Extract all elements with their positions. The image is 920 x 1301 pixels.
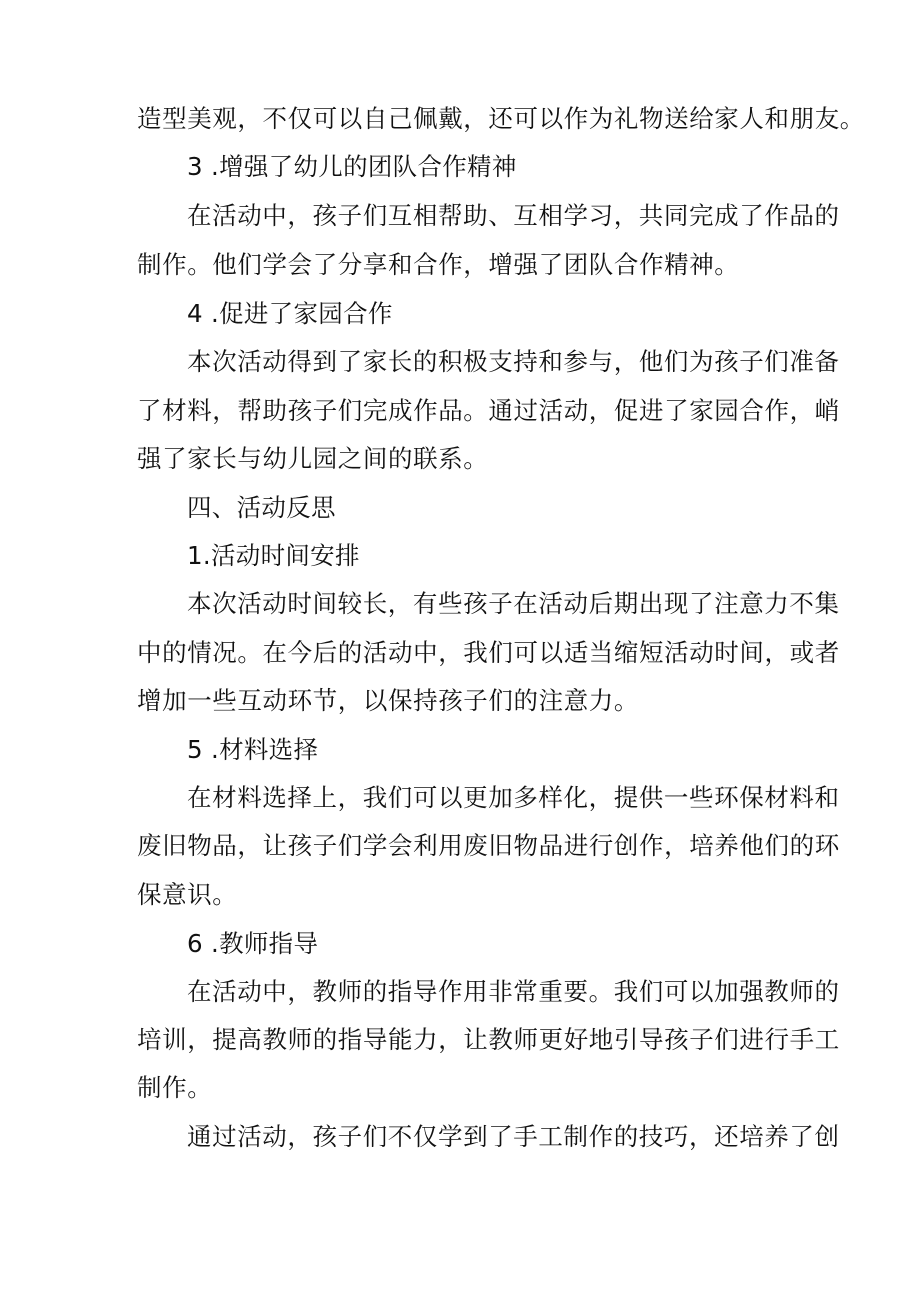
paragraph-line: 制作。他们学会了分享和合作，增强了团队合作精神。 — [137, 250, 740, 279]
section-heading-3: 3 .增强了幼儿的团队合作精神 — [187, 152, 517, 181]
paragraph-line: 本次活动得到了家长的积极支持和参与，他们为孩子们准备 — [187, 347, 840, 376]
paragraph-line: 本次活动时间较长，有些孩子在活动后期出现了注意力不集 — [187, 589, 840, 618]
paragraph-line: 保意识。 — [137, 880, 238, 909]
paragraph-line: 增加一些互动环节，以保持孩子们的注意力。 — [137, 686, 639, 715]
paragraph-line: 在活动中，孩子们互相帮助、互相学习，共同完成了作品的 — [187, 201, 840, 230]
paragraph-line: 培训，提高教师的指导能力，让教师更好地引导孩子们进行手工 — [137, 1025, 840, 1054]
paragraph-line: 了材料，帮助孩子们完成作品。通过活动，促进了家园合作，峭 — [137, 396, 840, 425]
paragraph-line: 强了家长与幼儿园之间的联系。 — [137, 444, 489, 473]
chapter-heading-reflection: 四、活动反思 — [187, 493, 336, 522]
paragraph-line: 废旧物品，让孩子们学会利用废旧物品进行创作，培养他们的环 — [137, 831, 840, 860]
section-heading-6: 6 .教师指导 — [187, 929, 319, 958]
paragraph-continuation-line: 造型美观，不仅可以自己佩戴，还可以作为礼物送给家人和朋友。 — [137, 104, 865, 133]
paragraph-line: 在活动中，教师的指导作用非常重要。我们可以加强教师的 — [187, 977, 840, 1006]
section-heading-1: 1.活动时间安排 — [187, 541, 360, 570]
paragraph-line: 通过活动，孩子们不仅学到了手工制作的技巧，还培养了创 — [187, 1122, 840, 1151]
paragraph-line: 中的情况。在今后的活动中，我们可以适当缩短活动时间，或者 — [137, 638, 840, 667]
section-heading-4: 4 .促进了家园合作 — [187, 299, 393, 328]
paragraph-line: 在材料选择上，我们可以更加多样化，提供一些环保材料和 — [187, 783, 840, 812]
section-heading-5: 5 .材料选择 — [187, 735, 319, 764]
paragraph-line: 制作。 — [137, 1073, 213, 1102]
